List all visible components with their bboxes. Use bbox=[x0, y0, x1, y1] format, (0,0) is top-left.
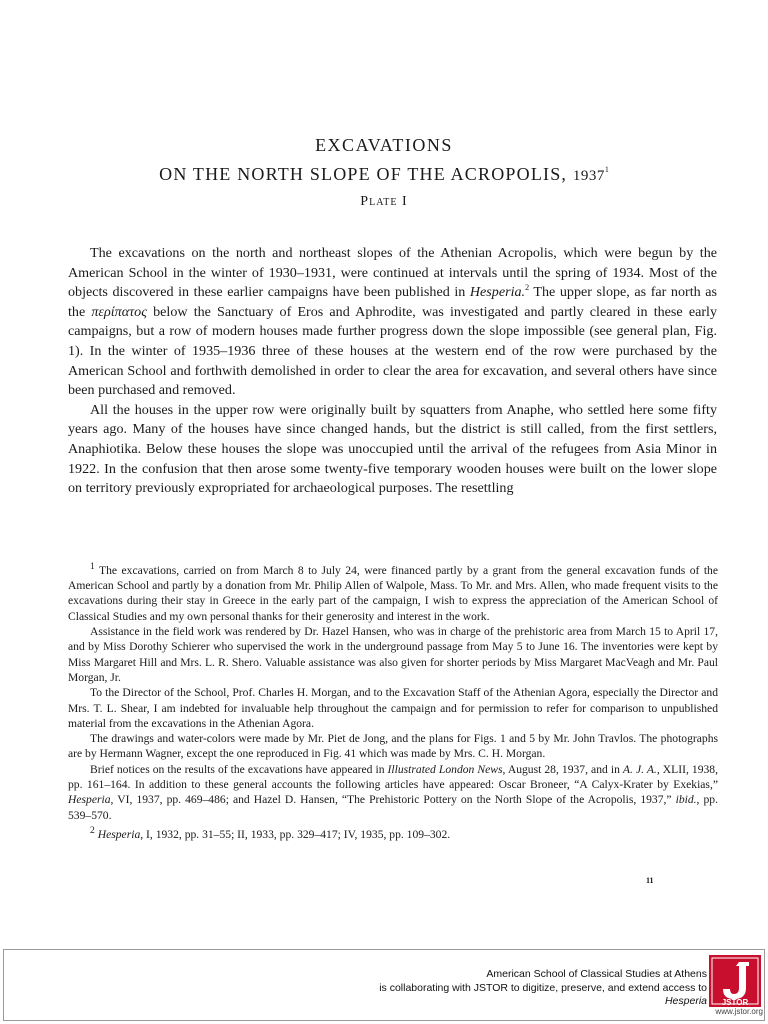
paragraph-2: All the houses in the upper row were originally built by squatters from Anaphe, who settled here some fifty years ago. Many of the houses have since changed hands, but the district is still called, from the first settlers, Anaphiotika. Below these houses the slope was unoccupied until the arrival of the refugees from Asia Minor in 1922. In the confusion that then arose some twenty-five temporary wooden houses were built on the lower slope on territory previously expropriated for archaeological purposes. The resettling bbox=[68, 401, 717, 497]
title-year: 1937 bbox=[572, 168, 605, 184]
footnote-1-para-5: Brief notices on the results of the excavations have appeared in Illustrated London News, August 28, 1937, and in A. J. A., XLII, 1938, pp. 161–164. In addition to these general accounts the following articles have appeared: Oscar Broneer, “A Calyx-Krater by Exekias,” Hesperia, VI, 1937, pp. 469–486; and Hazel D. Hansen, “The Prehistoric Pottery on the North Slope of the Acropolis, 1937,” ibid., pp. 539–570. bbox=[68, 762, 718, 822]
title-footnote-marker[interactable]: 1 bbox=[604, 165, 609, 174]
article-title-line1: EXCAVATIONS bbox=[315, 135, 453, 155]
article-title-line2 bbox=[0, 158, 768, 188]
footnote-1-para-4: The drawings and water-colors were made by Mr. Piet de Jong, and the plans for Figs. 1 and 5 by Mr. John Travlos. The photographs are by Hermann Wagner, except the one reproduced in Fig. 41 which was made by Mrs. C. H. Morgan. bbox=[68, 732, 718, 761]
title-text: ON THE NORTH SLOPE OF THE ACROPOLIS, bbox=[159, 164, 568, 184]
footnotes bbox=[68, 559, 718, 842]
footnote-number: 2 bbox=[90, 824, 95, 836]
footnote-1: $^1$ The excavations, carried on from March 8 to July 24, were financed partly by a grant from the general excavation funds of the American School and partly by a donation from Mr. Philip Allen of Walpole, Mass. To Mr. and Mrs. Allen, who made frequent visits to the excavations during their stay in Greece in the early part of the campaign, I wish to express the appreciation of the American School of Classical Studies and my own personal thanks for their generosity and interest in the work. bbox=[68, 561, 718, 623]
journal-title: Hesperia. bbox=[469, 284, 526, 301]
footnote-number: 1 bbox=[90, 561, 95, 572]
plate-label: Plate I bbox=[360, 194, 408, 209]
banner-text bbox=[307, 968, 707, 1009]
paragraph-1: The excavations on the north and northeast slopes of the Athenian Acropolis, which were begun by the American School in the winter of 1930–1931, were continued at intervals until the spring of 1934. Most of the objects discovered in these earlier campaigns have been published in Hesperia.$^2$ The upper slope, as far north as the περίπατος below the Sanctuary of Eros and Aphrodite, was investigated and partly cleared in these early campaigns, but a row of modern houses made further progress down the slope impossible (see general plan, Fig. 1). In the winter of 1935–1936 three of these houses at the western end of the row were purchased by the American School and forthwith demolished in order to clear the area for excavation, and several others have since been purchased and removed. bbox=[68, 245, 717, 399]
footnote-1-para-2: Assistance in the field work was rendered by Dr. Hazel Hansen, who was in charge of the prehistoric area from March 15 to April 17, and by Miss Dorothy Schierer who supervised the work in the underground passage from May 5 to June 16. The inventories were kept by Miss Margaret Hill and Mrs. L. R. Shero. Valuable assistance was also given for shorter periods by Miss Margaret MacVeagh and Mr. Paul Morgan, Jr. bbox=[68, 625, 718, 684]
jstor-url-link[interactable]: www.jstor.org bbox=[715, 1007, 763, 1016]
logo-wordmark: JSTOR bbox=[721, 998, 749, 1007]
footnote-1-para-3: To the Director of the School, Prof. Charles H. Morgan, and to the Excavation Staff of the Athenian Agora, especially the Director and Mrs. T. L. Shear, I am indebted for invaluable help throughout the campaign and for permission to refer for comparison to unpublished material from the excavations in the Athenian Agora. bbox=[68, 686, 718, 730]
banner-line-2: is collaborating with JSTOR to digitize, preserve, and extend access to bbox=[379, 981, 707, 994]
footnote-marker-2[interactable]: 2 bbox=[525, 283, 530, 293]
footnote-2: $^2$ Hesperia, I, 1932, pp. 31–55; II, 1933, pp. 329–417; IV, 1935, pp. 109–302. bbox=[90, 824, 451, 841]
jstor-logo-icon[interactable] bbox=[709, 955, 761, 1007]
main-text bbox=[68, 244, 717, 499]
banner-journal-link[interactable]: Hesperia bbox=[664, 995, 707, 1007]
banner-line-1: American School of Classical Studies at Athens bbox=[486, 968, 707, 980]
page-number: 11 bbox=[646, 876, 654, 885]
greek-word: περίπατος bbox=[91, 303, 147, 320]
